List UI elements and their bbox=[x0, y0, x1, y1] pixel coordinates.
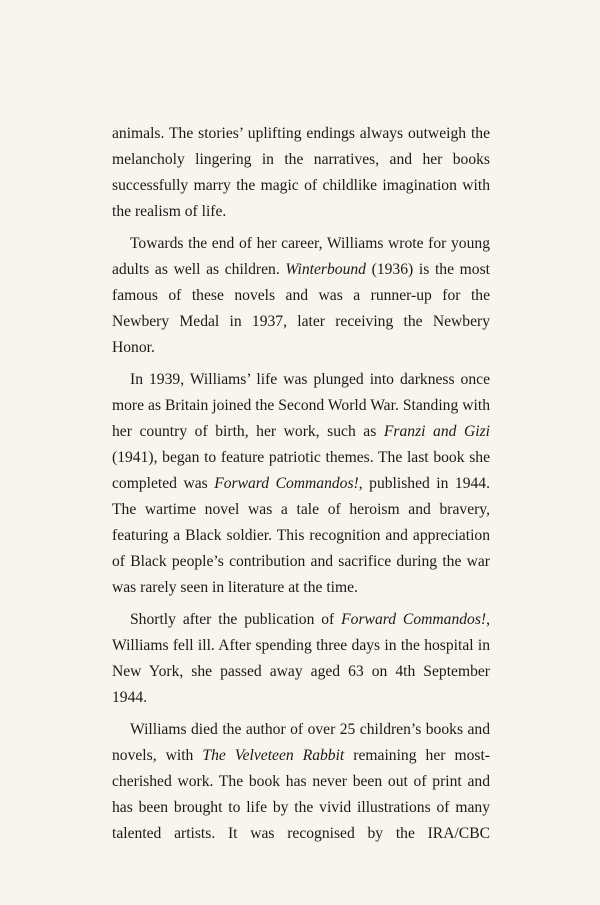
text-run: (1941), began to feature patriotic themes. The last book she completed was bbox=[112, 449, 490, 492]
book-title: Franzi and Gizi bbox=[383, 423, 490, 440]
text-run: Williams died the author of over 25 children’s books and novels, with bbox=[112, 721, 490, 764]
text-run: (1936) is the most famous of these novels and was a runner-up for the Newbery Medal in 1937, later receiving the Newbery Honor. bbox=[112, 261, 490, 356]
paragraph bbox=[112, 231, 490, 361]
text-run: remaining her most-cherished work. The book has never been out of print and has been brought to life by the vivid illustrations of many talented artists. It was recognised by the IRA/CBC bbox=[112, 747, 490, 842]
text-run: In 1939, Williams’ life was plunged into darkness once more as Britain joined the Second World War. Standing with her country of birth, her work, such as bbox=[112, 371, 490, 440]
paragraph bbox=[112, 607, 490, 711]
paragraph bbox=[112, 717, 490, 847]
text-run: Shortly after the publication of bbox=[130, 611, 342, 628]
book-title: The Velveteen Rabbit bbox=[202, 747, 345, 764]
paragraph bbox=[112, 121, 490, 225]
paragraph bbox=[112, 367, 490, 601]
text-run: , Williams fell ill. After spending three days in the hospital in New York, she passed away aged 63 on 4th September 1944. bbox=[112, 611, 490, 706]
book-title: Forward Commandos! bbox=[214, 475, 359, 492]
text-run: animals. The stories’ uplifting endings always outweigh the melancholy lingering in the narratives, and her books successfully marry the magic of childlike imagination with the realism of life. bbox=[112, 125, 490, 220]
body-text bbox=[112, 121, 490, 853]
book-title: Winterbound bbox=[285, 261, 366, 278]
text-run: Towards the end of her career, Williams wrote for young adults as well as children. bbox=[112, 235, 490, 278]
book-title: Forward Commandos! bbox=[341, 611, 487, 628]
text-run: , published in 1944. The wartime novel was a tale of heroism and bravery, featuring a Black soldier. This recognition and appreciation of Black people’s contribution and sacrifice during the war was rarely seen in literature at the time. bbox=[112, 475, 490, 596]
